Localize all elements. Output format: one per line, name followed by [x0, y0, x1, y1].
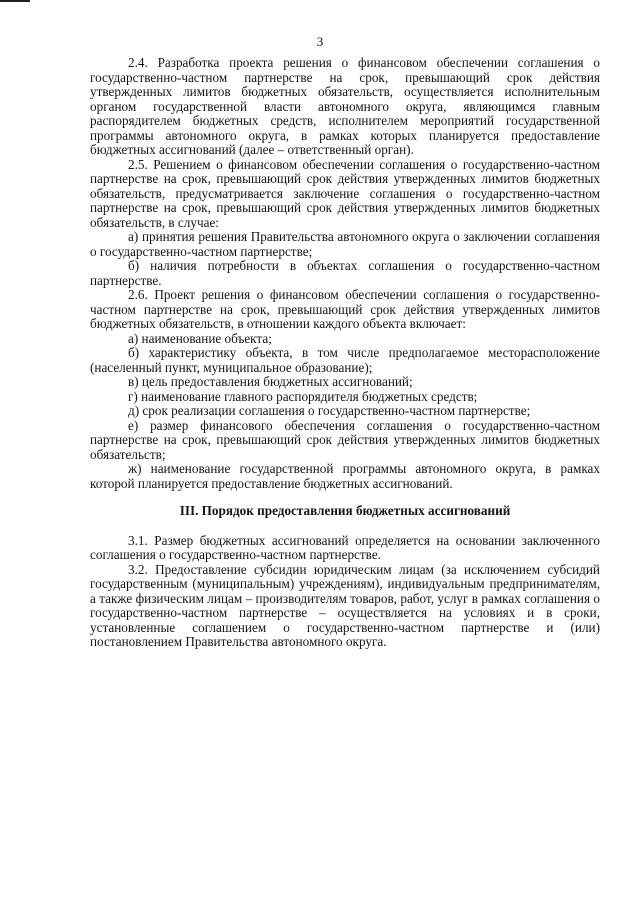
list-item-2-6-g: г) наименование главного распорядителя бюджетных средств; [128, 388, 478, 404]
page-number: 3 [316, 34, 324, 49]
list-item-2-6-zh: ж) наименование государственной программы автономного округа, в рамках которой планируется предоставление бюджетных ассигнований. [90, 461, 600, 491]
paragraph-3-1: 3.1. Размер бюджетных ассигнований определяется на основании заключенного соглашения о государственно-частном партнерстве. [90, 532, 600, 562]
scan-corner-mark [0, 0, 30, 2]
list-item-2-6-v: в) цель предоставления бюджетных ассигнований; [128, 374, 413, 389]
list-item-2-6-e: е) размер финансового обеспечения соглашения о государственно-частном партнерстве на срок, превышающий срок действия утвержденных лимитов бюджетных обязательств; [90, 417, 600, 462]
list-item-2-6-b: б) характеристику объекта, в том числе предполагаемое месторасположение (населенный пункт, муниципальное образование); [90, 345, 600, 375]
paragraph-2-4: 2.4. Разработка проекта решения о финансовом обеспечении соглашения о государственно-частном партнерстве на срок, превышающий срок действия утвержденных лимитов бюджетных обязательств, осуществляется исполнительным органом государственной власти автономного округа, являющимся главным распорядителем бюджетных средств, исполнителем мероприятий государственной программы автономного округа, в рамках которых планируется предоставление бюджетных ассигнований (далее – ответственный орган). [90, 55, 600, 157]
list-item-2-6-a: а) наименование объекта; [128, 330, 272, 346]
list-item-2-5-a: а) принятия решения Правительства автономного округа о заключении соглашения о государственно-частном партнерстве; [90, 229, 600, 259]
section-heading: III. Порядок предоставления бюджетных ассигнований [179, 503, 511, 518]
paragraph-2-5: 2.5. Решением о финансовом обеспечении соглашения о государственно-частном партнерстве на срок, превышающий срок действия утвержденных лимитов бюджетных обязательств, предусматривается заключение соглашения о государственно-частном партнерстве на срок, превышающий срок действия утвержденных лимитов бюджетных обязательств, в случае: [90, 156, 600, 230]
paragraph-2-6: 2.6. Проект решения о финансовом обеспечении соглашения о государственно-частном партнерстве на срок, превышающий срок действия утвержденных лимитов бюджетных обязательств, в отношении каждого объекта включает: [90, 287, 600, 331]
document-body [90, 56, 600, 650]
list-item-2-5-b: б) наличия потребности в объектах соглашения о государственно-частном партнерстве. [90, 258, 600, 288]
list-item-2-6-d: д) срок реализации соглашения о государственно-частном партнерстве; [128, 403, 531, 418]
paragraph-3-2: 3.2. Предоставление субсидии юридическим лицам (за исключением субсидий государственным (муниципальным) учреждениям), индивидуальным предпринимателям, а также физическим лицам – производителям товаров, работ, услуг в рамках соглашения о государственно-частном партнерстве – осуществляется на условиях и в сроки, установленные соглашением о государственно-частном партнерстве и (или) постановлением Правительства автономного округа. [90, 561, 600, 649]
